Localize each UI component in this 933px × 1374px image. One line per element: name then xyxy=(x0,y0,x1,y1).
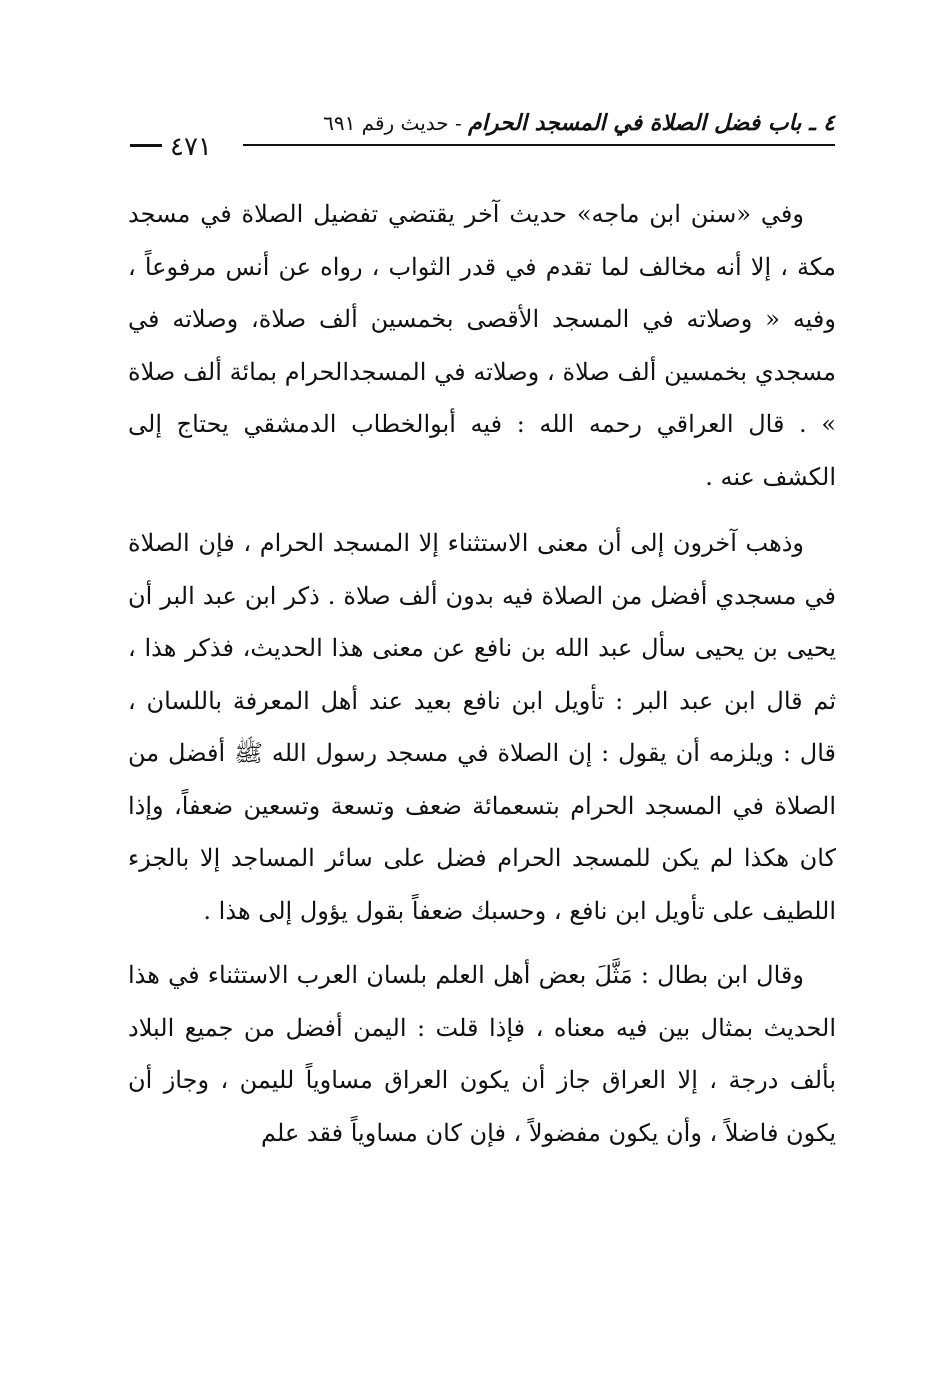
header-rule xyxy=(243,144,835,146)
page-number-dash xyxy=(130,144,162,147)
paragraph-1: وفي «سنن ابن ماجه» حديث آخر يقتضي تفضيل الصلاة في مسجد مكة ، إلا أنه مخالف لما تقدم في قدر الثواب ، رواه عن أنس مرفوعاً ، وفيه « وصلاته في المسجد الأقصى بخمسين ألف صلاة، وصلاته في مسجدي بخمسين ألف صلاة ، وصلاته في المسجدالحرام بمائة ألف صلاة » . قال العراقي رحمه الله : فيه أبوالخطاب الدمشقي يحتاج إلى الكشف عنه . xyxy=(128,200,836,491)
running-header xyxy=(130,110,835,162)
paragraph-3: وقال ابن بطال : مَثَّلَ بعض أهل العلم بلسان العرب الاستثناء في هذا الحديث بمثال بين فيه معناه ، فإذا قلت : اليمن أفضل من جميع البلاد بألف درجة ، إلا العراق جاز أن يكون العراق مساوياً لليمن ، وجاز أن يكون فاضلاً ، وأن يكون مفضولاً ، فإن كان مساوياً فقد علم xyxy=(128,961,836,1147)
hadith-reference: - حديث رقم ٦٩١ xyxy=(323,111,469,135)
chapter-title xyxy=(323,110,835,136)
paragraph-2: وذهب آخرون إلى أن معنى الاستثناء إلا المسجد الحرام ، فإن الصلاة في مسجدي أفضل من الصلاة فيه بدون ألف صلاة . ذكر ابن عبد البر أن يحيى بن يحيى سأل عبد الله بن نافع عن معنى هذا الحديث، فذكر هذا ، ثم قال ابن عبد البر : تأويل ابن نافع بعيد عند أهل المعرفة باللسان ، قال : ويلزمه أن يقول : إن الصلاة في مسجد رسول الله ﷺ أفضل من الصلاة في المسجد الحرام بتسعمائة ضعف وتسعة وتسعين ضعفاً، وإذا كان هكذا لم يكن للمسجد الحرام فضل على سائر المساجد إلا بالجزء اللطيف على تأويل ابن نافع ، وحسبك ضعفاً بقول يؤول إلى هذا . xyxy=(128,529,836,925)
body-text xyxy=(128,188,836,1181)
chapter-title-text: ٤ ـ باب فضل الصلاة في المسجد الحرام xyxy=(468,110,835,136)
page-number: ٤٧١ xyxy=(170,132,212,162)
